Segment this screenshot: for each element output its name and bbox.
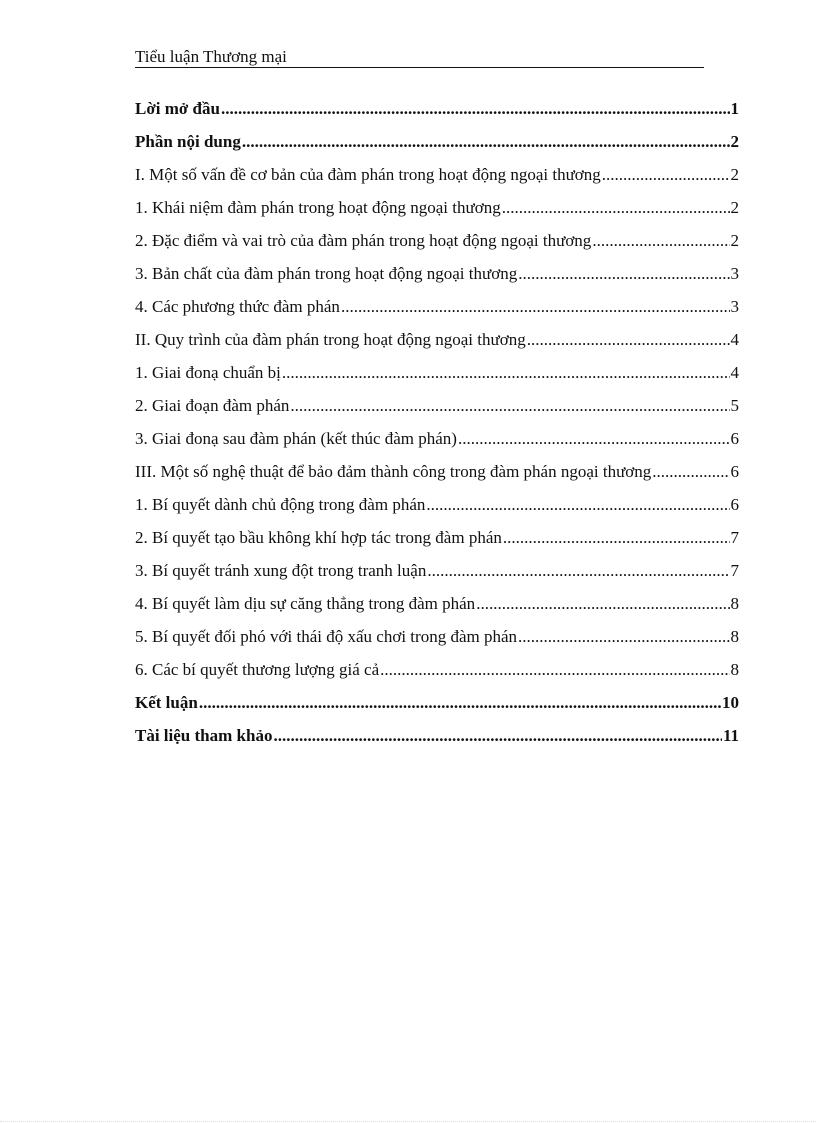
page-header: Tiểu luận Thương mại bbox=[135, 47, 704, 68]
toc-entry-title: II. Quy trình của đàm phán trong hoạt động ngoại thương bbox=[135, 330, 526, 349]
toc-entry[interactable] bbox=[135, 719, 739, 752]
toc-entry-title: 4. Các phương thức đàm phán bbox=[135, 297, 340, 316]
toc-dot-leader bbox=[341, 290, 730, 323]
toc-entry-title: 6. Các bí quyết thương lượng giá cả bbox=[135, 660, 380, 679]
toc-entry-title: Phần nội dung bbox=[135, 132, 241, 151]
toc-dot-leader bbox=[427, 554, 729, 587]
toc-entry-title: 5. Bí quyết đối phó với thái độ xấu chơi trong đàm phán bbox=[135, 627, 518, 646]
toc-entry[interactable] bbox=[135, 356, 739, 389]
toc-entry[interactable] bbox=[135, 323, 739, 356]
toc-entry-title: 2. Bí quyết tạo bầu không khí hợp tác trong đàm phán bbox=[135, 528, 502, 547]
toc-dot-leader bbox=[476, 587, 729, 620]
toc-entry[interactable] bbox=[135, 158, 739, 191]
toc-entry-page-number: 6 bbox=[730, 495, 739, 514]
toc-dot-leader bbox=[518, 257, 729, 290]
toc-entry-title: Tài liệu tham khảo bbox=[135, 726, 273, 745]
toc-entry-title: Kết luận bbox=[135, 693, 198, 712]
toc-entry-title: 3. Bí quyết tránh xung đột trong tranh luận bbox=[135, 561, 427, 580]
toc-entry[interactable] bbox=[135, 455, 739, 488]
toc-entry-title: 3. Giai đonạ sau đàm phán (kết thúc đàm phán) bbox=[135, 429, 457, 448]
toc-entry[interactable] bbox=[135, 620, 739, 653]
toc-dot-leader bbox=[592, 224, 729, 257]
toc-dot-leader bbox=[458, 422, 730, 455]
toc-entry-page-number: 10 bbox=[722, 693, 739, 712]
toc-entry-page-number: 6 bbox=[730, 429, 739, 448]
toc-dot-leader bbox=[652, 455, 729, 488]
toc-dot-leader bbox=[527, 323, 730, 356]
toc-entry-page-number: 6 bbox=[730, 462, 739, 481]
toc-entry[interactable] bbox=[135, 92, 739, 125]
toc-entry-page-number: 3 bbox=[730, 297, 739, 316]
toc-entry[interactable] bbox=[135, 257, 739, 290]
toc-dot-leader bbox=[380, 653, 729, 686]
toc-entry-page-number: 2 bbox=[730, 165, 739, 184]
toc-entry[interactable] bbox=[135, 125, 739, 158]
toc-entry-title: Lời mở đầu bbox=[135, 99, 220, 118]
toc-entry-title: 1. Bí quyết dành chủ động trong đàm phán bbox=[135, 495, 426, 514]
toc-entry-page-number: 11 bbox=[722, 726, 739, 745]
toc-dot-leader bbox=[221, 92, 730, 125]
toc-entry-page-number: 2 bbox=[730, 132, 739, 151]
toc-entry-title: I. Một số vấn đề cơ bản của đàm phán trong hoạt động ngoại thương bbox=[135, 165, 601, 184]
toc-entry[interactable] bbox=[135, 290, 739, 323]
toc-entry[interactable] bbox=[135, 521, 739, 554]
toc-dot-leader bbox=[426, 488, 729, 521]
toc-entry-title: III. Một số nghệ thuật để bảo đảm thành công trong đàm phán ngoại thương bbox=[135, 462, 652, 481]
page-bottom-border bbox=[0, 1121, 816, 1122]
toc-entry[interactable] bbox=[135, 686, 739, 719]
toc-dot-leader bbox=[199, 686, 721, 719]
toc-entry-page-number: 2 bbox=[730, 198, 739, 217]
toc-entry[interactable] bbox=[135, 653, 739, 686]
toc-entry-title: 1. Giai đonạ chuẩn bị bbox=[135, 363, 281, 382]
toc-entry-title: 2. Giai đoạn đàm phán bbox=[135, 396, 290, 415]
toc-entry-page-number: 8 bbox=[730, 627, 739, 646]
toc-dot-leader bbox=[273, 719, 721, 752]
toc-entry-title: 4. Bí quyết làm dịu sự căng thẳng trong đàm phán bbox=[135, 594, 476, 613]
toc-entry-page-number: 5 bbox=[730, 396, 739, 415]
toc-dot-leader bbox=[282, 356, 730, 389]
toc-entry-page-number: 4 bbox=[730, 363, 739, 382]
table-of-contents bbox=[135, 92, 739, 752]
toc-dot-leader bbox=[503, 521, 730, 554]
toc-entry[interactable] bbox=[135, 191, 739, 224]
toc-entry[interactable] bbox=[135, 422, 739, 455]
toc-entry[interactable] bbox=[135, 224, 739, 257]
toc-entry-page-number: 8 bbox=[730, 594, 739, 613]
toc-entry-page-number: 8 bbox=[730, 660, 739, 679]
toc-dot-leader bbox=[242, 125, 730, 158]
toc-entry[interactable] bbox=[135, 389, 739, 422]
toc-entry-page-number: 3 bbox=[730, 264, 739, 283]
toc-dot-leader bbox=[518, 620, 729, 653]
toc-entry[interactable] bbox=[135, 488, 739, 521]
toc-entry[interactable] bbox=[135, 554, 739, 587]
toc-entry-title: 3. Bản chất của đàm phán trong hoạt động ngoại thương bbox=[135, 264, 518, 283]
toc-dot-leader bbox=[502, 191, 730, 224]
toc-entry-page-number: 2 bbox=[730, 231, 739, 250]
toc-dot-leader bbox=[290, 389, 729, 422]
toc-dot-leader bbox=[602, 158, 730, 191]
toc-entry-page-number: 7 bbox=[730, 528, 739, 547]
toc-entry-title: 2. Đặc điểm và vai trò của đàm phán trong hoạt động ngoại thương bbox=[135, 231, 592, 250]
toc-entry-page-number: 1 bbox=[730, 99, 739, 118]
toc-entry-title: 1. Khái niệm đàm phán trong hoạt động ngoại thương bbox=[135, 198, 501, 217]
toc-entry[interactable] bbox=[135, 587, 739, 620]
toc-entry-page-number: 7 bbox=[730, 561, 739, 580]
toc-entry-page-number: 4 bbox=[730, 330, 739, 349]
